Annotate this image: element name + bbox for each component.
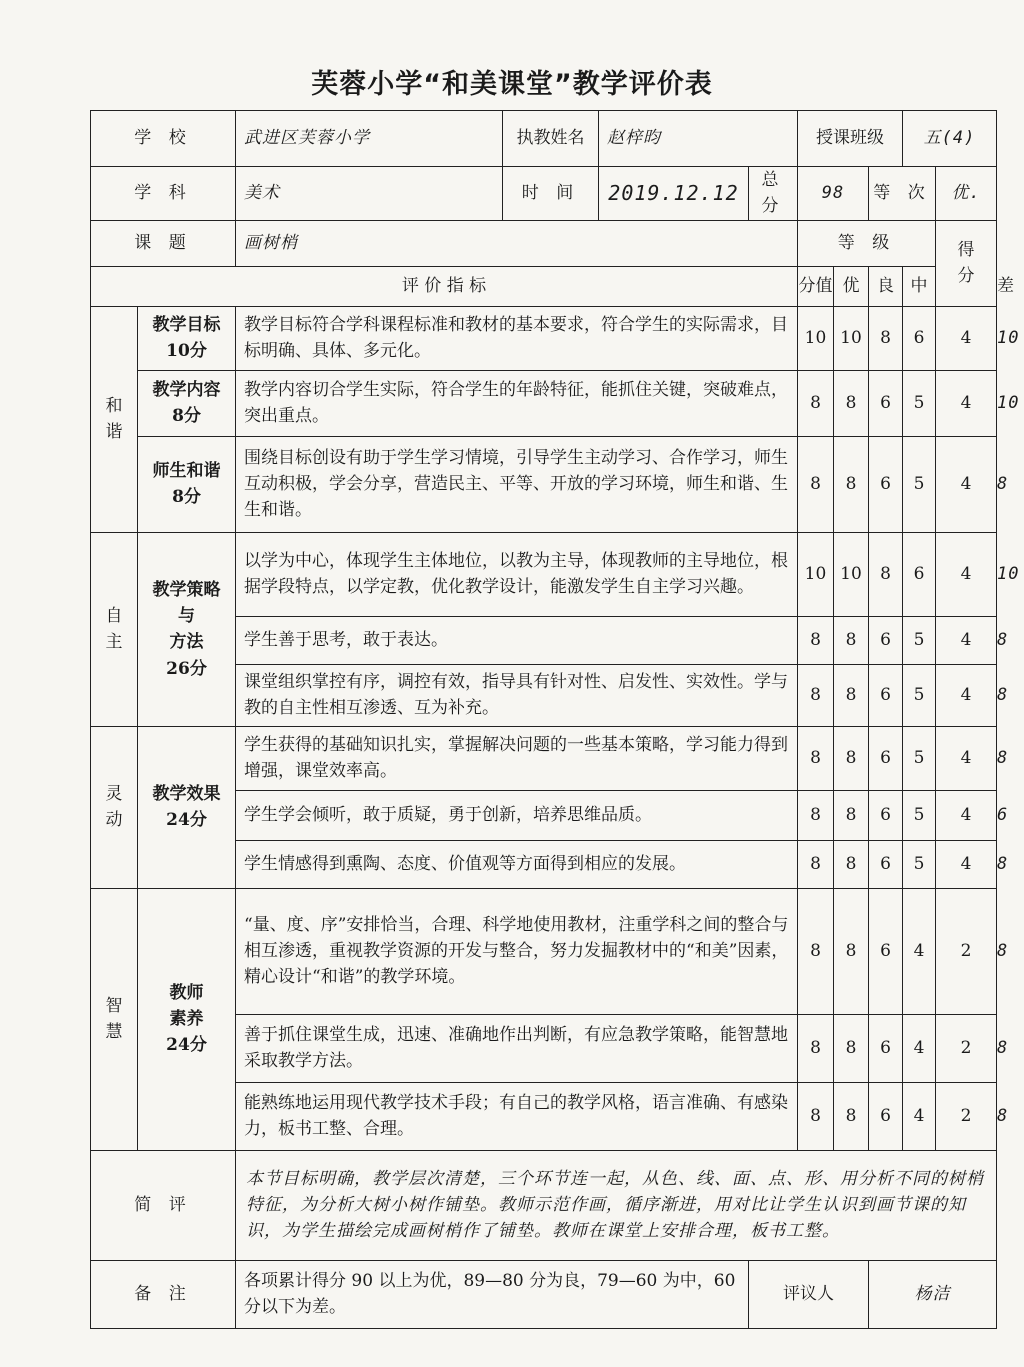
value-zhong: 5 bbox=[903, 664, 936, 726]
value-you: 10 bbox=[834, 306, 869, 370]
value-zhong: 5 bbox=[903, 726, 936, 790]
value-liang: 6 bbox=[869, 726, 903, 790]
value-fenzhi: 8 bbox=[798, 436, 834, 532]
value-fenzhi: 8 bbox=[798, 664, 834, 726]
value-cha: 4 bbox=[936, 726, 997, 790]
criteria-desc: 能熟练地运用现代教学技术手段；有自己的教学风格，语言准确、有感染力，板书工整、合理。 bbox=[236, 1082, 798, 1150]
value-cha: 2 bbox=[936, 888, 997, 1014]
review-row bbox=[91, 1150, 997, 1260]
header-row-topic bbox=[91, 220, 997, 266]
criteria-desc: 以学为中心，体现学生主体地位，以教为主导，体现教师的主导地位，根据学段特点，以学定教，优化教学设计，能激发学生自主学习兴趣。 bbox=[236, 532, 798, 616]
value-liang: 8 bbox=[869, 306, 903, 370]
value-zhong: 6 bbox=[903, 306, 936, 370]
criteria-header-row: 评 价 指 标 分值 优 良 中 差 bbox=[91, 266, 997, 306]
value-you: 8 bbox=[834, 370, 869, 436]
rank-value: 优. bbox=[936, 167, 997, 221]
value-zhong: 5 bbox=[903, 370, 936, 436]
value-you: 8 bbox=[834, 790, 869, 840]
school-value: 武进区芙蓉小学 bbox=[236, 111, 503, 167]
teacher-value: 赵梓昀 bbox=[599, 111, 798, 167]
page-title: 芙蓉小学“和美课堂”教学评价表 bbox=[311, 69, 713, 100]
table-row: 灵动 教学效果 24分 学生获得的基础知识扎实，掌握解决问题的一些基本策略，学习能力得到增强，课堂效率高。 8 8 6 5 4 8 bbox=[91, 726, 997, 790]
criteria-desc: 学生获得的基础知识扎实，掌握解决问题的一些基本策略，学习能力得到增强，课堂效率高。 bbox=[236, 726, 798, 790]
section-hexie-label: 和谐 bbox=[91, 306, 138, 532]
table-row: 自主 教学策略 与 方法 26分 以学为中心，体现学生主体地位，以教为主导，体现教师的主导地位，根据学段特点，以学定教，优化教学设计，能激发学生自主学习兴趣。 10 10 8 6 4 10 bbox=[91, 532, 997, 616]
table-row: 和谐 教学目标 10分 教学目标符合学科课程标准和教材的基本要求，符合学生的实际需求，目标明确、具体、多元化。 10 10 8 6 4 10 bbox=[91, 306, 997, 370]
col-liang: 良 bbox=[869, 266, 903, 306]
value-fenzhi: 10 bbox=[798, 532, 834, 616]
value-cha: 4 bbox=[936, 790, 997, 840]
time-label: 时 间 bbox=[503, 167, 599, 221]
section-zizhu-label: 自主 bbox=[91, 532, 138, 726]
value-cha: 4 bbox=[936, 436, 997, 532]
criteria-desc: 学生学会倾听，敢于质疑，勇于创新，培养思维品质。 bbox=[236, 790, 798, 840]
value-liang: 6 bbox=[869, 790, 903, 840]
rank-label: 等 次 bbox=[869, 167, 936, 221]
value-you: 8 bbox=[834, 1014, 869, 1082]
value-zhong: 4 bbox=[903, 1082, 936, 1150]
value-liang: 6 bbox=[869, 436, 903, 532]
value-zhong: 6 bbox=[903, 532, 936, 616]
value-zhong: 4 bbox=[903, 888, 936, 1014]
criteria-label: 评 价 指 标 bbox=[91, 266, 798, 306]
evaluation-table bbox=[90, 110, 1020, 1329]
value-liang: 6 bbox=[869, 664, 903, 726]
table-row: 学生善于思考，敢于表达。 8 8 6 5 4 8 bbox=[91, 616, 997, 664]
value-fenzhi: 8 bbox=[798, 840, 834, 888]
value-cha: 2 bbox=[936, 1014, 997, 1082]
value-you: 8 bbox=[834, 1082, 869, 1150]
value-fenzhi: 8 bbox=[798, 726, 834, 790]
time-value: 2019.12.12 bbox=[599, 167, 749, 221]
col-you: 优 bbox=[834, 266, 869, 306]
value-you: 8 bbox=[834, 436, 869, 532]
category-name: 师生和谐 8分 bbox=[138, 436, 236, 532]
criteria-desc: 围绕目标创设有助于学生学习情境，引导学生主动学习、合作学习，师生互动积极，学会分享，营造民主、平等、开放的学习环境，师生和谐、生生和谐。 bbox=[236, 436, 798, 532]
score-col-label: 得分 bbox=[936, 220, 997, 306]
value-cha: 4 bbox=[936, 840, 997, 888]
subject-label: 学 科 bbox=[91, 167, 236, 221]
topic-label: 课 题 bbox=[91, 220, 236, 266]
value-liang: 6 bbox=[869, 1082, 903, 1150]
remarks-label: 备 注 bbox=[91, 1260, 236, 1328]
criteria-desc: “量、度、序”安排恰当，合理、科学地使用教材，注重学科之间的整合与相互渗透，重视教学资源的开发与整合，努力发掘教材中的“和美”因素，精心设计“和谐”的教学环境。 bbox=[236, 888, 798, 1014]
table-row: 教学内容 8分 教学内容切合学生实际，符合学生的年龄特征，能抓住关键，突破难点，突出重点。 8 8 6 5 4 10 bbox=[91, 370, 997, 436]
value-fenzhi: 8 bbox=[798, 616, 834, 664]
value-fenzhi: 8 bbox=[798, 790, 834, 840]
table-row: 智慧 教师 素养 24分 “量、度、序”安排恰当，合理、科学地使用教材，注重学科之间的整合与相互渗透，重视教学资源的开发与整合，努力发掘教材中的“和美”因素，精心设计“和谐”的教学环境。 8 8 6 4 2 8 bbox=[91, 888, 997, 1014]
value-liang: 8 bbox=[869, 532, 903, 616]
category-name: 教学策略 与 方法 26分 bbox=[138, 532, 236, 726]
value-fenzhi: 8 bbox=[798, 888, 834, 1014]
value-cha: 4 bbox=[936, 306, 997, 370]
header-row-subject bbox=[91, 167, 997, 221]
table-row: 师生和谐 8分 围绕目标创设有助于学生学习情境，引导学生主动学习、合作学习，师生互动积极，学会分享，营造民主、平等、开放的学习环境，师生和谐、生生和谐。 8 8 6 5 4 8 bbox=[91, 436, 997, 532]
value-cha: 4 bbox=[936, 616, 997, 664]
reviewer-label: 评议人 bbox=[749, 1260, 869, 1328]
value-liang: 6 bbox=[869, 888, 903, 1014]
review-text: 本节目标明确，教学层次清楚，三个环节连一起，从色、线、面、点、形、用分析不同的树梢特征，为分析大树小树作铺垫。教师示范作画，循序渐进，用对比让学生认识到画节课的知识，为学生描绘完成画树梢作了铺垫。教师在课堂上安排合理，板书工整。 bbox=[236, 1150, 997, 1260]
school-label: 学 校 bbox=[91, 111, 236, 167]
value-liang: 6 bbox=[869, 370, 903, 436]
remarks-text: 各项累计得分 90 以上为优，89—80 分为良，79—60 为中，60 分以下为差。 bbox=[236, 1260, 749, 1328]
category-name: 教师 素养 24分 bbox=[138, 888, 236, 1150]
class-value: 五(4) bbox=[903, 111, 997, 167]
table-row: 课堂组织掌控有序，调控有效，指导具有针对性、启发性、实效性。学与教的自主性相互渗透、互为补充。 8 8 6 5 4 8 bbox=[91, 664, 997, 726]
value-zhong: 4 bbox=[903, 1014, 936, 1082]
value-you: 8 bbox=[834, 840, 869, 888]
col-fenzhi: 分值 bbox=[798, 266, 834, 306]
category-name: 教学目标 10分 bbox=[138, 306, 236, 370]
value-you: 10 bbox=[834, 532, 869, 616]
value-liang: 6 bbox=[869, 840, 903, 888]
criteria-desc: 善于抓住课堂生成，迅速、准确地作出判断，有应急教学策略，能智慧地采取教学方法。 bbox=[236, 1014, 798, 1082]
section-zhihui-label: 智慧 bbox=[91, 888, 138, 1150]
criteria-desc: 教学内容切合学生实际，符合学生的年龄特征，能抓住关键，突破难点，突出重点。 bbox=[236, 370, 798, 436]
value-you: 8 bbox=[834, 888, 869, 1014]
value-you: 8 bbox=[834, 616, 869, 664]
section-lingdong-label: 灵动 bbox=[91, 726, 138, 888]
value-cha: 4 bbox=[936, 532, 997, 616]
total-label: 总 分 bbox=[749, 167, 798, 221]
teacher-label: 执教姓名 bbox=[503, 111, 599, 167]
reviewer-signature: 杨洁 bbox=[869, 1260, 997, 1328]
criteria-desc: 学生情感得到熏陶、态度、价值观等方面得到相应的发展。 bbox=[236, 840, 798, 888]
table-row: 学生情感得到熏陶、态度、价值观等方面得到相应的发展。 8 8 6 5 4 8 bbox=[91, 840, 997, 888]
review-label: 简 评 bbox=[91, 1150, 236, 1260]
class-label: 授课班级 bbox=[798, 111, 903, 167]
value-cha: 4 bbox=[936, 664, 997, 726]
topic-value: 画树梢 bbox=[236, 220, 798, 266]
subject-value: 美术 bbox=[236, 167, 503, 221]
value-fenzhi: 8 bbox=[798, 370, 834, 436]
criteria-desc: 学生善于思考，敢于表达。 bbox=[236, 616, 798, 664]
table-row: 学生学会倾听，敢于质疑，勇于创新，培养思维品质。 8 8 6 5 4 6 bbox=[91, 790, 997, 840]
value-liang: 6 bbox=[869, 616, 903, 664]
criteria-desc: 教学目标符合学科课程标准和教材的基本要求，符合学生的实际需求，目标明确、具体、多元化。 bbox=[236, 306, 798, 370]
remarks-row bbox=[91, 1260, 997, 1328]
value-fenzhi: 10 bbox=[798, 306, 834, 370]
col-zhong: 中 bbox=[903, 266, 936, 306]
value-zhong: 5 bbox=[903, 616, 936, 664]
value-fenzhi: 8 bbox=[798, 1014, 834, 1082]
value-zhong: 5 bbox=[903, 790, 936, 840]
grade-label: 等 级 bbox=[798, 220, 936, 266]
value-liang: 6 bbox=[869, 1014, 903, 1082]
header-row-school bbox=[91, 111, 997, 167]
criteria-desc: 课堂组织掌控有序，调控有效，指导具有针对性、启发性、实效性。学与教的自主性相互渗透、互为补充。 bbox=[236, 664, 798, 726]
value-zhong: 5 bbox=[903, 436, 936, 532]
table-row: 善于抓住课堂生成，迅速、准确地作出判断，有应急教学策略，能智慧地采取教学方法。 8 8 6 4 2 8 bbox=[91, 1014, 997, 1082]
total-value: 98 bbox=[798, 167, 869, 221]
value-cha: 2 bbox=[936, 1082, 997, 1150]
value-fenzhi: 8 bbox=[798, 1082, 834, 1150]
value-you: 8 bbox=[834, 664, 869, 726]
table-row: 能熟练地运用现代教学技术手段；有自己的教学风格，语言准确、有感染力，板书工整、合理。 8 8 6 4 2 8 bbox=[91, 1082, 997, 1150]
value-you: 8 bbox=[834, 726, 869, 790]
category-name: 教学效果 24分 bbox=[138, 726, 236, 888]
value-cha: 4 bbox=[936, 370, 997, 436]
category-name: 教学内容 8分 bbox=[138, 370, 236, 436]
value-zhong: 5 bbox=[903, 840, 936, 888]
